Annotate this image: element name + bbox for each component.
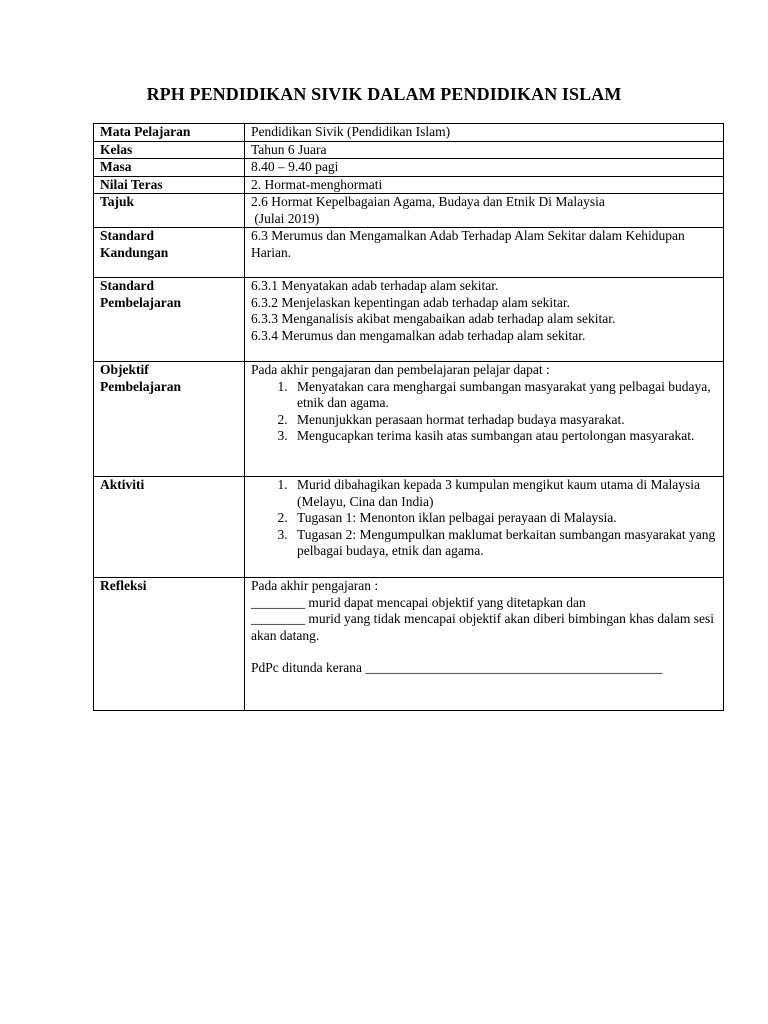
sp-item: 6.3.1 Menyatakan adab terhadap alam sekitar. [251, 278, 499, 293]
label-standard-pembelajaran-1: Standard [100, 278, 155, 293]
row-objektif [94, 362, 724, 477]
refleksi-line-3: ________ murid yang tidak mencapai objektif akan diberi bimbingan khas dalam sesi akan datang. [251, 611, 715, 643]
value-tajuk [245, 194, 724, 228]
value-objektif [245, 362, 724, 477]
list-item: 1. Menyatakan cara menghargai sumbangan masyarakat yang pelbagai budaya, etnik dan agama. [291, 379, 717, 412]
row-masa [94, 159, 724, 177]
label-standard-pembelajaran-2: Pembelajaran [100, 294, 181, 310]
value-nilai-teras: 2. Hormat-menghormati [245, 176, 724, 194]
list-item: 2. Menunjukkan perasaan hormat terhadap budaya masyarakat. [291, 412, 717, 429]
spacer [251, 644, 717, 660]
refleksi-line-2: ________ murid dapat mencapai objektif yang ditetapkan dan [251, 594, 586, 610]
sp-item: 6.3.4 Merumus dan mengamalkan adab terhadap alam sekitar. [251, 327, 586, 343]
value-standard-kandungan: 6.3 Merumus dan Mengamalkan Adab Terhadap Alam Sekitar dalam Kehidupan Harian. [245, 228, 724, 278]
label-objektif [94, 362, 245, 477]
row-mata-pelajaran [94, 124, 724, 142]
list-item: 3. Tugasan 2: Mengumpulkan maklumat berkaitan sumbangan masyarakat yang pelbagai budaya, etnik dan agama. [291, 527, 717, 560]
row-refleksi [94, 578, 724, 711]
value-refleksi [245, 578, 724, 711]
label-objektif-1: Objektif [100, 362, 149, 377]
tajuk-line-1: 2.6 Hormat Kepelbagaian Agama, Budaya dan Etnik Di Malaysia [251, 194, 605, 209]
label-standard-kandungan-2: Kandungan [100, 244, 169, 260]
value-aktiviti [245, 477, 724, 578]
rph-table [93, 123, 724, 711]
row-tajuk [94, 194, 724, 228]
label-refleksi: Refleksi [94, 578, 245, 711]
label-kelas: Kelas [94, 141, 245, 159]
value-standard-pembelajaran [245, 278, 724, 362]
aktiviti-list [251, 477, 717, 560]
sp-item: 6.3.3 Menganalisis akibat mengabaikan adab terhadap alam sekitar. [251, 311, 616, 326]
refleksi-line-4: PdPc ditunda kerana ____________________________________________ [251, 660, 663, 675]
row-standard-pembelajaran [94, 278, 724, 362]
label-tajuk: Tajuk [94, 194, 245, 228]
label-standard-kandungan-1: Standard [100, 228, 155, 243]
list-item: 2. Tugasan 1: Menonton iklan pelbagai perayaan di Malaysia. [291, 510, 717, 527]
objektif-list [251, 379, 717, 445]
label-masa: Masa [94, 159, 245, 177]
label-standard-pembelajaran [94, 278, 245, 362]
label-objektif-2: Pembelajaran [100, 378, 181, 394]
row-aktiviti [94, 477, 724, 578]
label-mata-pelajaran: Mata Pelajaran [94, 124, 245, 142]
label-standard-kandungan [94, 228, 245, 278]
refleksi-line-1: Pada akhir pengajaran : [251, 578, 379, 593]
list-item: 3. Mengucapkan terima kasih atas sumbangan atau pertolongan masyarakat. [291, 428, 717, 445]
value-mata-pelajaran: Pendidikan Sivik (Pendidikan Islam) [245, 124, 724, 142]
value-kelas: Tahun 6 Juara [245, 141, 724, 159]
tajuk-line-2: (Julai 2019) [251, 210, 320, 226]
label-nilai-teras: Nilai Teras [94, 176, 245, 194]
row-kelas [94, 141, 724, 159]
label-aktiviti: Aktiviti [94, 477, 245, 578]
page-title: RPH PENDIDIKAN SIVIK DALAM PENDIDIKAN ISLAM [146, 84, 622, 104]
objektif-intro: Pada akhir pengajaran dan pembelajaran pelajar dapat : [251, 362, 550, 377]
sp-item: 6.3.2 Menjelaskan kepentingan adab terhadap alam sekitar. [251, 294, 571, 310]
row-standard-kandungan [94, 228, 724, 278]
row-nilai-teras [94, 176, 724, 194]
value-masa: 8.40 – 9.40 pagi [245, 159, 724, 177]
list-item: 1. Murid dibahagikan kepada 3 kumpulan mengikut kaum utama di Malaysia (Melayu, Cina dan India) [291, 477, 717, 510]
